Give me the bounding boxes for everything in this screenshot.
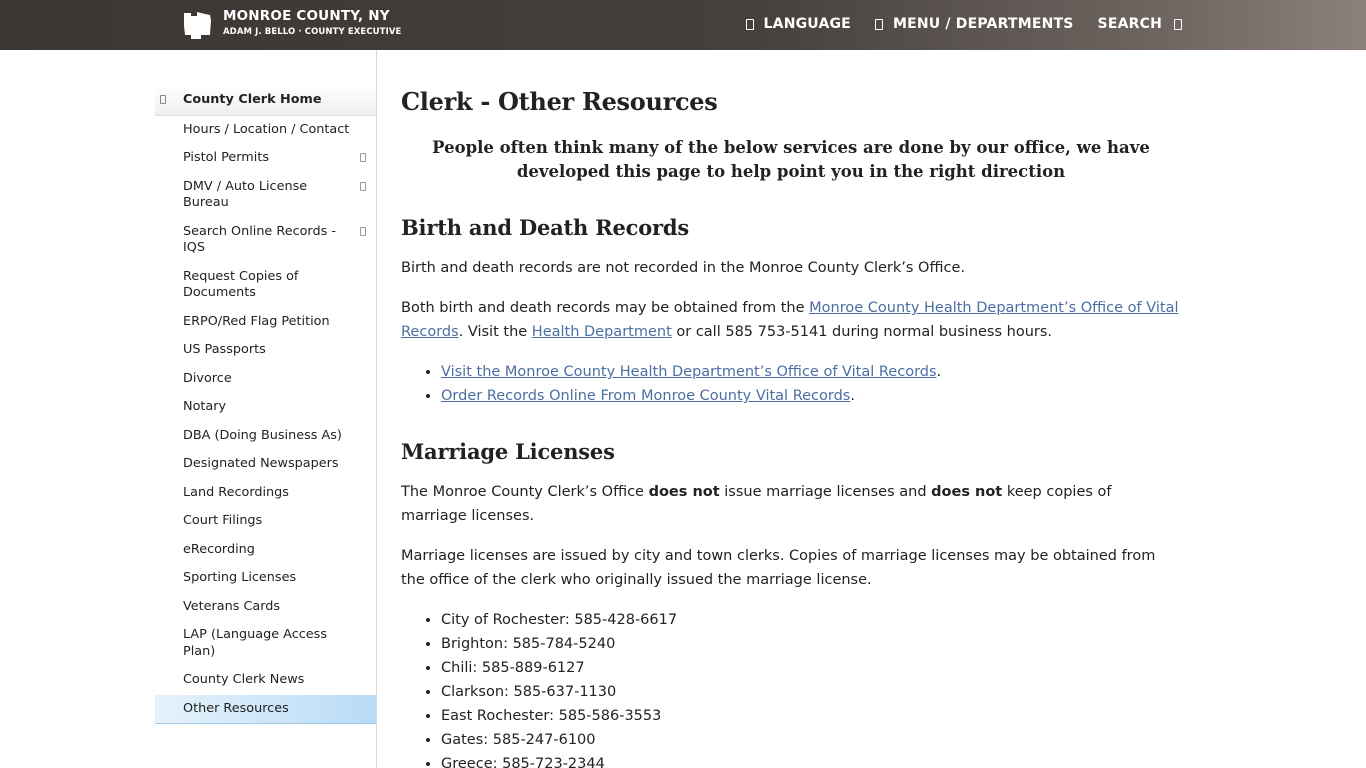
sidebar-item-other-resources[interactable]	[155, 695, 376, 725]
sidebar-item-label: Pistol Permits	[183, 150, 270, 165]
sidebar-item-label: County Clerk News	[183, 672, 305, 687]
main-content	[401, 86, 1181, 768]
marriage-paragraph-2: Marriage licenses are issued by city and town clerks. Copies of marriage licenses may be obtained from the office of the clerk who originally issued the marriage license.	[401, 548, 1156, 588]
intro-text: People often think many of the below services are done by our office, we have developed this page to help point you in the right direction	[432, 138, 1150, 181]
sidebar-item-veterans-cards[interactable]	[155, 593, 376, 622]
site-brand[interactable]	[183, 9, 401, 40]
expand-icon[interactable]	[360, 153, 366, 162]
language-button[interactable]	[746, 16, 851, 32]
sidebar-item-label: US Passports	[183, 342, 266, 357]
sidebar-item-label: eRecording	[183, 541, 255, 557]
sidebar-item-label: Designated Newspapers	[183, 456, 339, 471]
sidebar-item-label: Veterans Cards	[183, 598, 281, 614]
vital-records-link[interactable]: Monroe County Health Department’s Office of Vital Records	[401, 300, 1179, 340]
list-item: • Gates: 585-247-6100	[441, 728, 1181, 752]
page-title: Clerk - Other Resources	[401, 87, 718, 116]
text-fragment: or call 585 753-5141 during normal business hours.	[671, 324, 1053, 340]
expand-icon[interactable]	[360, 182, 366, 191]
order-records-online-link[interactable]: Order Records Online From Monroe County Vital Records	[441, 388, 851, 404]
globe-icon	[746, 19, 754, 30]
sidebar-item-lap[interactable]	[155, 621, 376, 666]
sidebar-item-erecording[interactable]	[155, 536, 376, 565]
sidebar-item-dba[interactable]	[155, 422, 376, 451]
sidebar-item-land-recordings[interactable]	[155, 479, 376, 508]
sidebar-item-label: Land Recordings	[183, 484, 289, 500]
sidebar-item-label: ERPO/Red Flag Petition	[183, 313, 330, 329]
list-item: • City of Rochester: 585-428-6617	[441, 608, 1181, 632]
sidebar-item-designated-newspapers[interactable]	[155, 450, 376, 479]
sidebar-item-label: LAP (Language Access Plan)	[183, 627, 327, 659]
sidebar-item-hours-location-contact[interactable]	[155, 116, 376, 145]
text-fragment: issue marriage licenses and	[719, 484, 932, 500]
sidebar-item-label: Notary	[183, 399, 227, 414]
menu-icon	[875, 19, 883, 30]
birth-death-links-list	[441, 360, 1181, 408]
birth-death-paragraph-2	[401, 296, 1181, 344]
visit-vital-records-link[interactable]: Visit the Monroe County Health Department’s Office of Vital Records	[441, 364, 937, 380]
text-fragment: keep copies of marriage licenses.	[401, 484, 1112, 524]
sidebar-item-label: Other Resources	[183, 700, 289, 716]
birth-death-paragraph-1: Birth and death records are not recorded in the Monroe County Clerk’s Office.	[401, 260, 965, 276]
sidebar-item-county-clerk-home[interactable]	[155, 86, 376, 116]
sidebar-item-request-copies[interactable]	[155, 263, 376, 308]
search-icon	[1174, 19, 1182, 30]
list-item: • Greece: 585-723-2344	[441, 752, 1181, 768]
sidebar-divider	[376, 50, 377, 768]
menu-departments-button[interactable]	[875, 16, 1074, 32]
language-label: LANGUAGE	[763, 16, 851, 32]
sidebar-item-label: Sporting Licenses	[183, 570, 297, 585]
text-fragment: .	[936, 364, 942, 380]
site-subtitle: ADAM J. BELLO · COUNTY EXECUTIVE	[223, 27, 402, 37]
list-item: • Brighton: 585-784-5240	[441, 632, 1181, 656]
sidebar-item-pistol-permits[interactable]	[155, 144, 376, 173]
list-item: • Clarkson: 585-637-1130	[441, 680, 1181, 704]
search-label: SEARCH	[1097, 16, 1162, 32]
sidebar-item-us-passports[interactable]	[155, 336, 376, 365]
county-logo-icon	[183, 11, 212, 40]
sidebar-item-label: Search Online Records - IQS	[183, 223, 336, 255]
text-fragment: .	[850, 388, 855, 404]
sidebar-item-label: Divorce	[183, 370, 232, 386]
sidebar-item-county-clerk-news[interactable]	[155, 666, 376, 695]
sidebar-item-label: DMV / Auto License Bureau	[183, 178, 308, 210]
sidebar-item-label: Request Copies of Documents	[183, 268, 299, 300]
clerk-contacts-list	[441, 608, 1181, 768]
birth-death-heading: Birth and Death Records	[401, 215, 689, 240]
sidebar-item-erpo-red-flag[interactable]	[155, 308, 376, 337]
sidebar-item-court-filings[interactable]	[155, 507, 376, 536]
sidebar-nav	[155, 86, 376, 724]
site-header	[0, 0, 1366, 50]
sidebar-item-sporting-licenses[interactable]	[155, 564, 376, 593]
list-item	[441, 360, 1181, 384]
marriage-licenses-heading: Marriage Licenses	[401, 439, 615, 464]
list-item: • Chili: 585-889-6127	[441, 656, 1181, 680]
sidebar-item-notary[interactable]	[155, 393, 376, 422]
search-button[interactable]	[1098, 16, 1182, 32]
sidebar-item-label: DBA (Doing Business As)	[183, 427, 342, 443]
emphasis-text: does not	[931, 484, 1003, 500]
sidebar-item-label: Court Filings	[183, 513, 263, 528]
home-icon	[160, 95, 166, 104]
marriage-paragraph-1	[401, 480, 1181, 528]
sidebar-item-dmv-auto-license-bureau[interactable]	[155, 173, 376, 218]
list-item	[441, 384, 1181, 408]
health-department-link[interactable]: Health Department	[531, 324, 672, 340]
sidebar-item-divorce[interactable]	[155, 365, 376, 394]
expand-icon[interactable]	[360, 227, 366, 236]
sidebar-item-label: Hours / Location / Contact	[183, 121, 350, 137]
sidebar-item-search-online-records[interactable]	[155, 218, 376, 263]
sidebar-item-label: County Clerk Home	[183, 92, 322, 107]
site-title: MONROE COUNTY, NY	[223, 8, 390, 24]
menu-label: MENU / DEPARTMENTS	[892, 16, 1074, 32]
text-fragment: . Visit the	[458, 324, 532, 340]
top-navigation	[746, 16, 1182, 32]
text-fragment: The Monroe County Clerk’s Office	[401, 484, 649, 500]
list-item: • East Rochester: 585-586-3553	[441, 704, 1181, 728]
text-fragment: Both birth and death records may be obtained from the	[401, 300, 810, 316]
emphasis-text: does not	[648, 484, 720, 500]
